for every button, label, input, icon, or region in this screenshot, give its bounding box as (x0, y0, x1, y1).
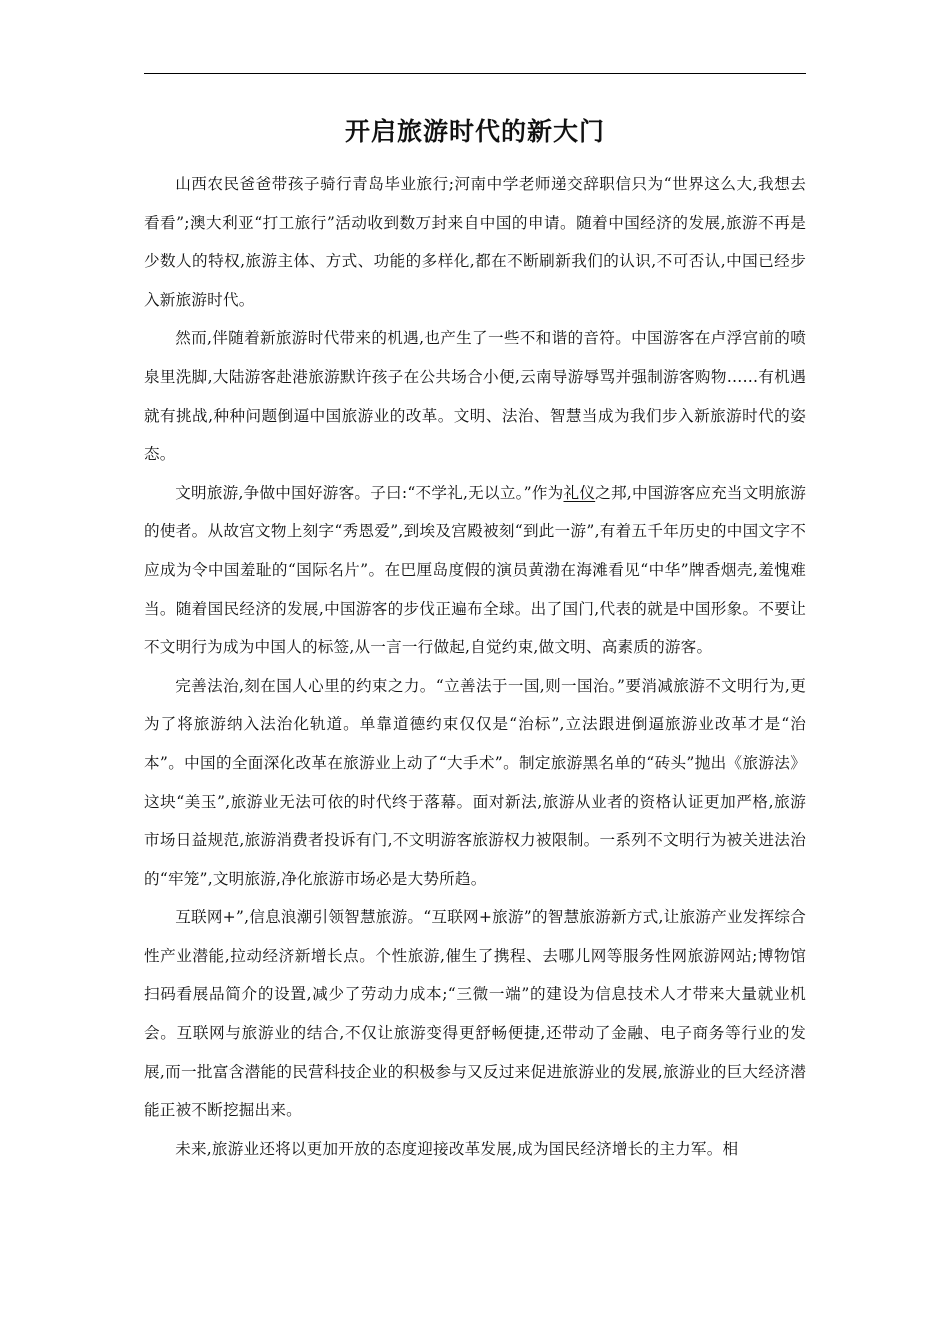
paragraph-3 (144, 474, 806, 667)
paragraph-2: 然而,伴随着新旅游时代带来的机遇,也产生了一些不和谐的音符。中国游客在卢浮宫前的喷泉里洗脚,大陆游客赴港旅游默许孩子在公共场合小便,云南导游辱骂并强制游客购物……有机遇就有挑战,种种问题倒逼中国旅游业的改革。文明、法治、智慧当成为我们步入新旅游时代的姿态。 (144, 329, 806, 464)
document-body (144, 165, 806, 1168)
paragraph-3-text-before: 文明旅游,争做中国好游客。子曰:“不学礼,无以立。”作为 (175, 483, 564, 502)
header-rule (144, 73, 806, 74)
paragraph-6: 未来,旅游业还将以更加开放的态度迎接改革发展,成为国民经济增长的主力军。相 (175, 1139, 739, 1158)
paragraph-3-text-after: 之邦,中国游客应充当文明旅游的使者。从故宫文物上刻字“秀恩爱”,到埃及宫殿被刻“到此一游”,有着五千年历史的中国文字不应成为令中国羞耻的“国际名片”。在巴厘岛度假的演员黄渤在海滩看见“中华”牌香烟壳,羞愧难当。随着国民经济的发展,中国游客的步伐正遍布全球。出了国门,代表的就是中国形象。不要让不文明行为成为中国人的标签,从一言一行做起,自觉约束,做文明、高素质的游客。 (144, 483, 806, 657)
paragraph-5: 互联网+”,信息浪潮引领智慧旅游。“互联网+旅游”的智慧旅游新方式,让旅游产业发挥综合性产业潜能,拉动经济新增长点。个性旅游,催生了携程、去哪儿网等服务性网旅游网站;博物馆扫码看展品简介的设置,减少了劳动力成本;“三微一端”的建设为信息技术人才带来大量就业机会。互联网与旅游业的结合,不仅让旅游变得更舒畅便捷,还带动了金融、电子商务等行业的发展,而一批富含潜能的民营科技企业的积极参与又反过来促进旅游业的发展,旅游业的巨大经济潜能正被不断挖掘出来。 (144, 908, 806, 1120)
document-title: 开启旅游时代的新大门 (344, 117, 605, 146)
paragraph-4: 完善法治,刻在国人心里的约束之力。“立善法于一国,则一国治。”要消减旅游不文明行为,更为了将旅游纳入法治化轨道。单靠道德约束仅仅是“治标”,立法跟进倒逼旅游业改革才是“治本”。中国的全面深化改革在旅游业上动了“大手术”。制定旅游黑名单的“砖头”抛出《旅游法》这块“美玉”,旅游业无法可依的时代终于落幕。面对新法,旅游从业者的资格认证更加严格,旅游市场日益规范,旅游消费者投诉有门,不文明游客旅游权力被限制。一系列不文明行为被关进法治的“牢笼”,文明旅游,净化旅游市场必是大势所趋。 (144, 676, 806, 888)
paragraph-1: 山西农民爸爸带孩子骑行青岛毕业旅行;河南中学老师递交辞职信只为“世界这么大,我想去看看”;澳大利亚“打工旅行”活动收到数万封来自中国的申请。随着中国经济的发展,旅游不再是少数人的特权,旅游主体、方式、功能的多样化,都在不断刷新我们的认识,不可否认,中国已经步入新旅游时代。 (144, 175, 806, 309)
underlined-term: 礼仪 (563, 483, 596, 502)
